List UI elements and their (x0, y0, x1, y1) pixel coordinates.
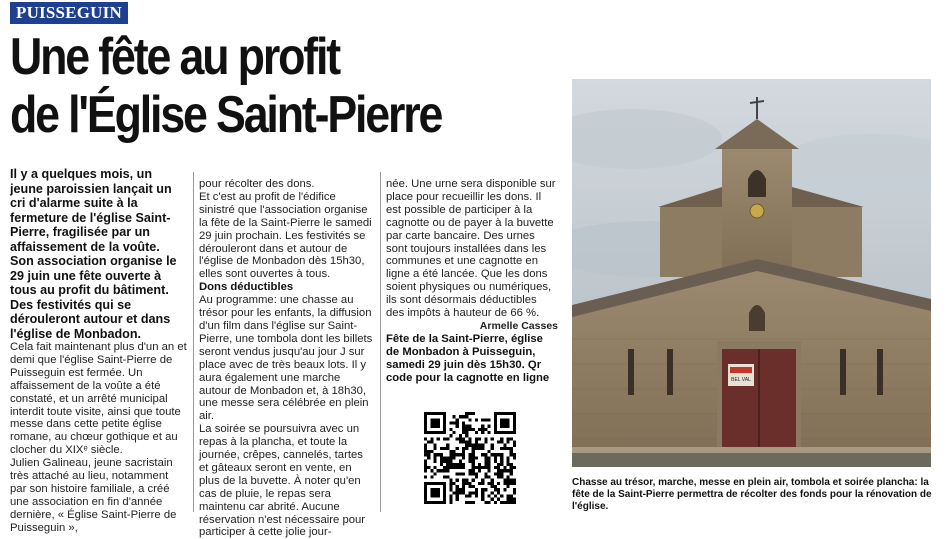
body-paragraph: La soirée se poursuivra avec un repas à la plancha, et toute la journée, crêpes, cannelés, tartes et gâteaux seront en vente, en plus de la buvette. À noter qu'en cas de pluie, le repas sera maintenu car abrité. Aucune réservation n'est nécessaire pour participer à cette jolie jour- (199, 423, 366, 539)
photo-caption: Chasse au trésor, marche, messe en plein air, tombola et soirée plancha: la fête de la Saint-Pierre permettra de récolter des fonds pour la rénovation de l'église. (572, 477, 932, 512)
lede-paragraph: Il y a quelques mois, un jeune paroissien lançait un cri d'alarme suite à la fermeture de l'église Saint-Pierre, fragilisée par un affaissement de la voûte. Son association organise le 29 juin une fête ouverte à tous au profit du bâtiment. Des festivités qui se dérouleront autour et dans l'église de Monbadon. (10, 167, 177, 341)
body-paragraph: Au programme: une chasse au trésor pour les enfants, la diffusion d'un film dans l'église sur Saint-Pierre, une tombola dont les billets seront vendus jusqu'au jour J sur place avec de très beaux lots. Il y aura également une marche autour de Monbadon et, à 18h30, une messe sera célébrée en plein air. (199, 294, 373, 423)
door-sign-text: BEL VAL (731, 377, 751, 383)
article-column-1 (10, 167, 187, 535)
column-divider (380, 172, 381, 512)
qr-code[interactable] (424, 412, 516, 504)
church-photo (572, 79, 931, 467)
article-column-3 (386, 178, 558, 385)
column-divider (193, 172, 194, 512)
body-paragraph: née. Une urne sera disponible sur place pour recueillir les dons. Il est possible de participer à la cagnotte ou de payer à la buvette par carte bancaire. Des urnes sont toujours installées dans les communes et une cagnotte en ligne a été lancée. Que les dons soient physiques ou numériques, ils sont désormais déductibles des impôts à hauteur de 66 %. (386, 178, 556, 320)
body-paragraph: Et c'est au profit de l'édifice sinistré que l'association organise la fête de la Saint-Pierre le samedi 29 juin prochain. Les festivités se dérouleront dans et autour de l'église de Monbadon dès 15h30, elles sont ouvertes à tous. (199, 190, 372, 281)
event-info: Fête de la Saint-Pierre, église de Monbadon à Puisseguin, samedi 29 juin dès 15h30. Qr code pour la cagnotte en ligne (386, 332, 550, 384)
author-byline: Armelle Casses (479, 319, 558, 332)
body-paragraph: Cela fait maintenant plus d'un an et demi que l'église Saint-Pierre de Puisseguin est fermée. Un affaissement de la voûte a été constaté, et un arrêté municipal interdit toute visite, ainsi que toute messe dans cette petite église romane, au chœur gothique et au clocher du XIXᵉ siècle. (10, 341, 187, 457)
body-paragraph: Julien Galineau, jeune sacristain très attaché au lieu, notamment par son histoire familiale, a créé une association en fin d'année dernière, « Église Saint-Pierre de Puisseguin », (10, 457, 177, 534)
qr-code-icon (424, 412, 516, 504)
church-illustration (572, 79, 931, 467)
headline-line-1: Une fête au profit (10, 28, 340, 86)
article-column-2 (199, 178, 374, 539)
section-kicker: PUISSEGUIN (10, 2, 128, 24)
headline (10, 28, 492, 144)
body-paragraph: pour récolter des dons. (199, 178, 315, 190)
headline-line-2: de l'Église Saint-Pierre (10, 86, 442, 144)
subheading: Dons déductibles (199, 281, 294, 294)
